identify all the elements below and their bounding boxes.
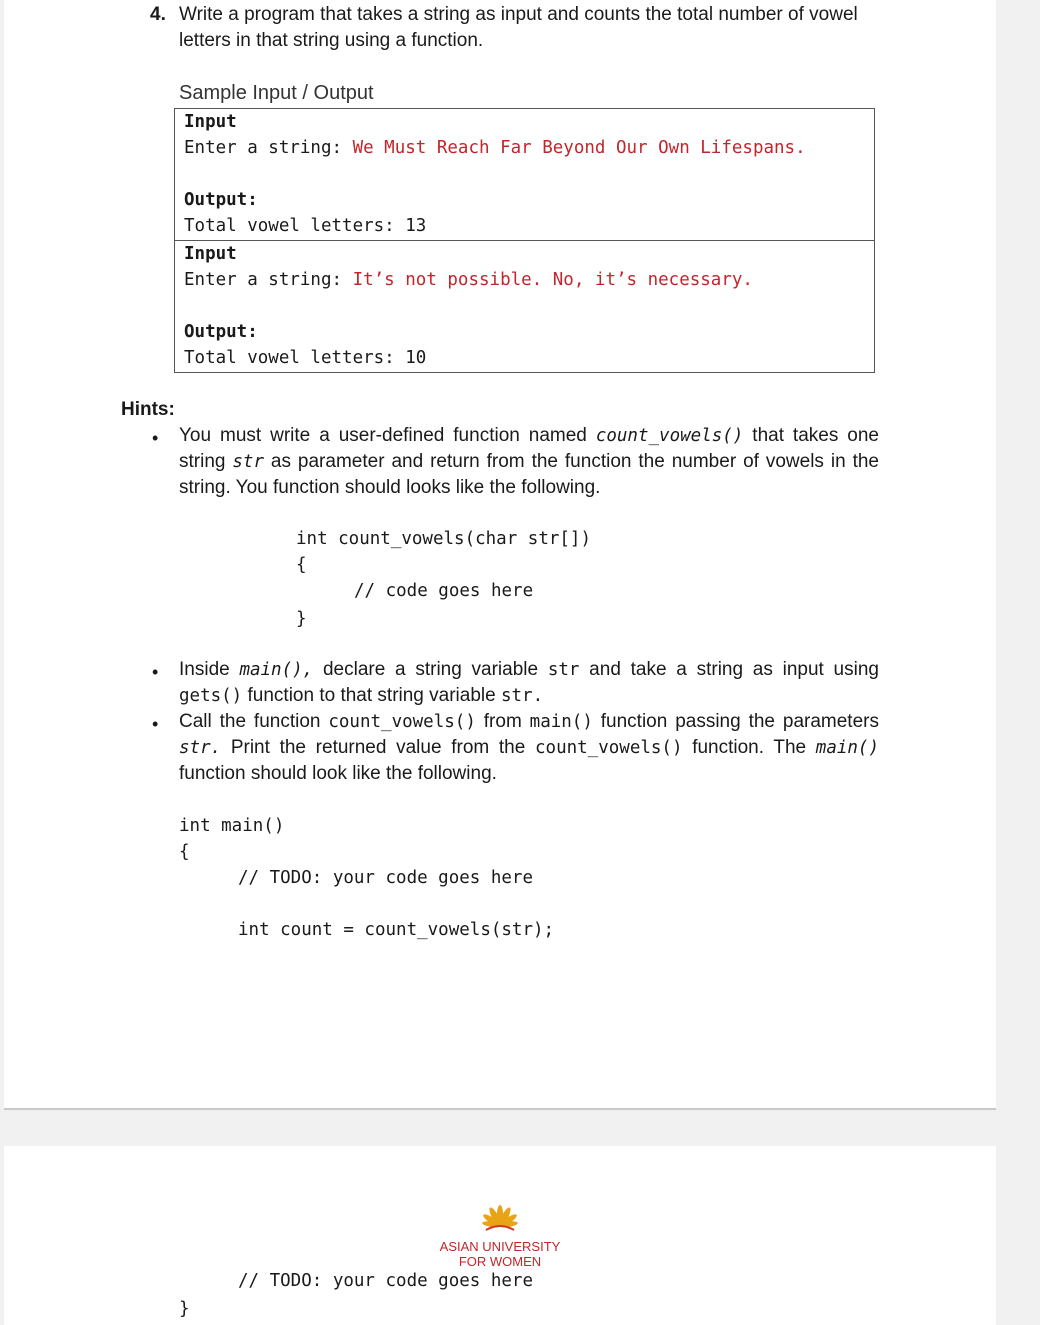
watermark-line-1: ASIAN UNIVERSITY — [439, 1239, 561, 1254]
question-line-1: Write a program that takes a string as input and counts the total number of vowel — [179, 4, 858, 25]
question-line-2: letters in that string using a function. — [179, 30, 484, 51]
inline-code: count_vowels() — [595, 426, 744, 446]
main-count-call: int count = count_vowels(str); — [238, 920, 555, 940]
inline-code: count_vowels() — [328, 712, 476, 732]
input-line-2 — [184, 267, 753, 293]
sample-io-title: Sample Input / Output — [179, 82, 374, 104]
inline-code: str — [547, 660, 580, 680]
watermark-text — [424, 1239, 576, 1269]
inline-code: main(), — [239, 660, 314, 680]
input-value-2: It’s not possible. No, it’s necessary. — [352, 270, 753, 290]
bullet-2: • — [152, 662, 159, 682]
main-todo-comment-2: // TODO: your code goes here — [238, 1271, 534, 1291]
main-signature: int main() — [179, 816, 285, 836]
inline-code: count_vowels() — [535, 738, 683, 758]
hint-2: Inside main(), declare a string variable str and take a string as input using gets() function to that string variable str. — [179, 659, 879, 706]
inline-code: gets() — [179, 686, 243, 706]
inline-code: str — [232, 452, 264, 472]
hint-3: Call the function count_vowels() from main() function passing the parameters str. Print the returned value from the count_vowels() function. The main() function should look like the following. — [179, 711, 879, 784]
document-page-2 — [4, 1146, 996, 1325]
code-close-brace: } — [296, 609, 307, 629]
inline-code: str. — [500, 686, 544, 706]
inline-code: main() — [529, 712, 593, 732]
output-label: Output: — [184, 190, 258, 210]
watermark-line-2: FOR WOMEN — [458, 1254, 542, 1269]
code-open-brace: { — [296, 555, 307, 575]
output-label: Output: — [184, 322, 258, 342]
input-prompt: Enter a string: — [184, 270, 353, 290]
main-close-brace: } — [179, 1299, 190, 1319]
hint-1: You must write a user-defined function named count_vowels() that takes one string str as parameter and return from the function the number of vowels in the string. You function should looks like the following. — [179, 425, 879, 498]
input-prompt: Enter a string: — [184, 138, 353, 158]
output-value-2: Total vowel letters: 10 — [184, 348, 427, 368]
output-value-1: Total vowel letters: 13 — [184, 216, 427, 236]
input-label: Input — [184, 112, 237, 132]
input-line-1 — [184, 135, 806, 161]
main-open-brace: { — [179, 842, 190, 862]
inline-code: str. — [179, 738, 222, 758]
bullet-1: • — [152, 428, 159, 448]
sample-box-1 — [174, 108, 875, 241]
sample-box-2 — [174, 240, 875, 373]
hints-heading: Hints: — [121, 399, 175, 420]
inline-code: main() — [815, 738, 879, 758]
question-number: 4. — [150, 4, 166, 25]
input-label: Input — [184, 244, 237, 264]
university-logo-icon — [474, 1204, 526, 1234]
input-value-1: We Must Reach Far Beyond Our Own Lifespans. — [352, 138, 806, 158]
code-comment: // code goes here — [354, 581, 534, 601]
main-todo-comment: // TODO: your code goes here — [238, 868, 534, 888]
document-page-1 — [4, 0, 996, 1110]
bullet-3: • — [152, 714, 159, 734]
code-signature: int count_vowels(char str[]) — [296, 529, 592, 549]
